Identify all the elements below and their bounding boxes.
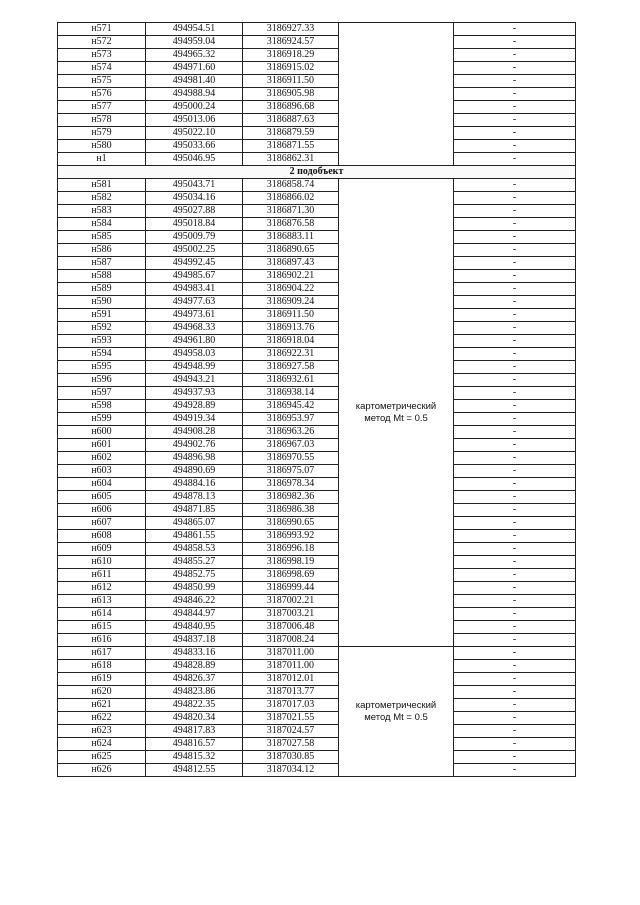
x-coordinate: 494988.94 <box>146 88 243 101</box>
x-coordinate: 495043.71 <box>146 179 243 192</box>
table-row <box>58 400 576 413</box>
table-row <box>58 660 576 673</box>
y-coordinate: 3187011.00 <box>243 660 339 673</box>
y-coordinate: 3186978.34 <box>243 478 339 491</box>
point-id: н600 <box>58 426 146 439</box>
table-row <box>58 595 576 608</box>
table-row <box>58 114 576 127</box>
note-cell: - <box>454 530 576 543</box>
y-coordinate: 3186862.31 <box>243 153 339 166</box>
x-coordinate: 494919.34 <box>146 413 243 426</box>
table-row <box>58 582 576 595</box>
y-coordinate: 3186927.33 <box>243 23 339 36</box>
note-cell: - <box>454 140 576 153</box>
x-coordinate: 494826.37 <box>146 673 243 686</box>
note-cell: - <box>454 725 576 738</box>
note-cell: - <box>454 478 576 491</box>
table-row <box>58 361 576 374</box>
subobject-header-row <box>58 166 576 179</box>
y-coordinate: 3187027.58 <box>243 738 339 751</box>
note-cell: - <box>454 400 576 413</box>
point-id: н625 <box>58 751 146 764</box>
note-cell: - <box>454 595 576 608</box>
note-cell: - <box>454 231 576 244</box>
point-id: н578 <box>58 114 146 127</box>
x-coordinate: 494943.21 <box>146 374 243 387</box>
point-id: н614 <box>58 608 146 621</box>
y-coordinate: 3186887.63 <box>243 114 339 127</box>
y-coordinate: 3187012.01 <box>243 673 339 686</box>
y-coordinate: 3186975.07 <box>243 465 339 478</box>
y-coordinate: 3187006.48 <box>243 621 339 634</box>
x-coordinate: 494861.55 <box>146 530 243 543</box>
x-coordinate: 495002.25 <box>146 244 243 257</box>
x-coordinate: 494928.89 <box>146 400 243 413</box>
point-id: н591 <box>58 309 146 322</box>
y-coordinate: 3187011.00 <box>243 647 339 660</box>
y-coordinate: 3187030.85 <box>243 751 339 764</box>
y-coordinate: 3186866.02 <box>243 192 339 205</box>
table-row <box>58 231 576 244</box>
table-row <box>58 374 576 387</box>
y-coordinate: 3186911.50 <box>243 75 339 88</box>
y-coordinate: 3186924.57 <box>243 36 339 49</box>
y-coordinate: 3187024.57 <box>243 725 339 738</box>
note-cell: - <box>454 296 576 309</box>
y-coordinate: 3186999.44 <box>243 582 339 595</box>
x-coordinate: 494965.32 <box>146 49 243 62</box>
y-coordinate: 3186904.22 <box>243 283 339 296</box>
point-id: н616 <box>58 634 146 647</box>
point-id: н571 <box>58 23 146 36</box>
y-coordinate: 3186918.29 <box>243 49 339 62</box>
note-cell: - <box>454 491 576 504</box>
note-cell: - <box>454 127 576 140</box>
point-id: н587 <box>58 257 146 270</box>
note-cell: - <box>454 101 576 114</box>
table-row <box>58 218 576 231</box>
note-cell: - <box>454 309 576 322</box>
point-id: н615 <box>58 621 146 634</box>
table-row <box>58 517 576 530</box>
note-cell: - <box>454 49 576 62</box>
point-id: н580 <box>58 140 146 153</box>
y-coordinate: 3187017.03 <box>243 699 339 712</box>
point-id: н602 <box>58 452 146 465</box>
point-id: н574 <box>58 62 146 75</box>
table-row <box>58 179 576 192</box>
y-coordinate: 3186913.76 <box>243 322 339 335</box>
table-row <box>58 426 576 439</box>
point-id: н593 <box>58 335 146 348</box>
note-cell: - <box>454 634 576 647</box>
point-id: н583 <box>58 205 146 218</box>
method-cell <box>339 647 454 777</box>
table-row <box>58 153 576 166</box>
note-cell: - <box>454 764 576 777</box>
table-row <box>58 543 576 556</box>
y-coordinate: 3186876.58 <box>243 218 339 231</box>
y-coordinate: 3186879.59 <box>243 127 339 140</box>
table-row <box>58 712 576 725</box>
note-cell: - <box>454 283 576 296</box>
x-coordinate: 494954.51 <box>146 23 243 36</box>
note-cell: - <box>454 673 576 686</box>
note-cell: - <box>454 75 576 88</box>
point-id: н607 <box>58 517 146 530</box>
x-coordinate: 494846.22 <box>146 595 243 608</box>
note-cell: - <box>454 179 576 192</box>
note-cell: - <box>454 270 576 283</box>
coordinates-table-body <box>58 23 576 777</box>
note-cell: - <box>454 88 576 101</box>
point-id: н597 <box>58 387 146 400</box>
method-cell <box>339 23 454 166</box>
point-id: н605 <box>58 491 146 504</box>
table-row <box>58 244 576 257</box>
point-id: н623 <box>58 725 146 738</box>
note-cell: - <box>454 621 576 634</box>
x-coordinate: 494981.40 <box>146 75 243 88</box>
point-id: н604 <box>58 478 146 491</box>
x-coordinate: 494817.83 <box>146 725 243 738</box>
table-row <box>58 465 576 478</box>
table-row <box>58 764 576 777</box>
note-cell: - <box>454 153 576 166</box>
coordinates-table <box>57 22 576 777</box>
table-row <box>58 283 576 296</box>
table-row <box>58 569 576 582</box>
y-coordinate: 3186905.98 <box>243 88 339 101</box>
y-coordinate: 3186938.14 <box>243 387 339 400</box>
method-label: картометрический <box>355 699 437 711</box>
y-coordinate: 3186911.50 <box>243 309 339 322</box>
table-row <box>58 452 576 465</box>
point-id: н595 <box>58 361 146 374</box>
x-coordinate: 494977.63 <box>146 296 243 309</box>
note-cell: - <box>454 413 576 426</box>
y-coordinate: 3186986.38 <box>243 504 339 517</box>
y-coordinate: 3186897.43 <box>243 257 339 270</box>
method-cell <box>339 179 454 647</box>
x-coordinate: 494983.41 <box>146 283 243 296</box>
point-id: н620 <box>58 686 146 699</box>
y-coordinate: 3186927.58 <box>243 361 339 374</box>
point-id: н592 <box>58 322 146 335</box>
table-row <box>58 686 576 699</box>
y-coordinate: 3186922.31 <box>243 348 339 361</box>
method-accuracy: метод Mt = 0.5 <box>364 412 428 424</box>
x-coordinate: 495022.10 <box>146 127 243 140</box>
subobject-title: 2 подобъект <box>58 166 576 179</box>
point-id: н594 <box>58 348 146 361</box>
y-coordinate: 3186871.30 <box>243 205 339 218</box>
y-coordinate: 3186915.02 <box>243 62 339 75</box>
table-row <box>58 478 576 491</box>
note-cell: - <box>454 322 576 335</box>
x-coordinate: 495018.84 <box>146 218 243 231</box>
table-row <box>58 387 576 400</box>
table-row <box>58 439 576 452</box>
point-id: н581 <box>58 179 146 192</box>
note-cell: - <box>454 543 576 556</box>
y-coordinate: 3187034.12 <box>243 764 339 777</box>
table-row <box>58 738 576 751</box>
y-coordinate: 3186967.03 <box>243 439 339 452</box>
x-coordinate: 494823.86 <box>146 686 243 699</box>
point-id: н611 <box>58 569 146 582</box>
table-row <box>58 725 576 738</box>
point-id: н617 <box>58 647 146 660</box>
table-row <box>58 647 576 660</box>
table-row <box>58 257 576 270</box>
point-id: н598 <box>58 400 146 413</box>
y-coordinate: 3186993.92 <box>243 530 339 543</box>
table-row <box>58 556 576 569</box>
x-coordinate: 494840.95 <box>146 621 243 634</box>
y-coordinate: 3187021.55 <box>243 712 339 725</box>
y-coordinate: 3186945.42 <box>243 400 339 413</box>
y-coordinate: 3186896.68 <box>243 101 339 114</box>
note-cell: - <box>454 114 576 127</box>
point-id: н584 <box>58 218 146 231</box>
point-id: н618 <box>58 660 146 673</box>
point-id: н576 <box>58 88 146 101</box>
y-coordinate: 3186970.55 <box>243 452 339 465</box>
x-coordinate: 494844.97 <box>146 608 243 621</box>
table-row <box>58 62 576 75</box>
method-accuracy: метод Mt = 0.5 <box>364 711 428 723</box>
x-coordinate: 494948.99 <box>146 361 243 374</box>
point-id: н621 <box>58 699 146 712</box>
y-coordinate: 3186953.97 <box>243 413 339 426</box>
x-coordinate: 494961.80 <box>146 335 243 348</box>
note-cell: - <box>454 361 576 374</box>
point-id: н599 <box>58 413 146 426</box>
point-id: н622 <box>58 712 146 725</box>
point-id: н608 <box>58 530 146 543</box>
note-cell: - <box>454 660 576 673</box>
note-cell: - <box>454 465 576 478</box>
y-coordinate: 3186871.55 <box>243 140 339 153</box>
y-coordinate: 3187013.77 <box>243 686 339 699</box>
x-coordinate: 495033.66 <box>146 140 243 153</box>
point-id: н610 <box>58 556 146 569</box>
note-cell: - <box>454 504 576 517</box>
x-coordinate: 495000.24 <box>146 101 243 114</box>
y-coordinate: 3186990.65 <box>243 517 339 530</box>
point-id: н609 <box>58 543 146 556</box>
x-coordinate: 494902.76 <box>146 439 243 452</box>
point-id: н573 <box>58 49 146 62</box>
note-cell: - <box>454 426 576 439</box>
note-cell: - <box>454 62 576 75</box>
x-coordinate: 494822.35 <box>146 699 243 712</box>
y-coordinate: 3187003.21 <box>243 608 339 621</box>
note-cell: - <box>454 686 576 699</box>
point-id: н596 <box>58 374 146 387</box>
table-row <box>58 140 576 153</box>
y-coordinate: 3186982.36 <box>243 491 339 504</box>
point-id: н575 <box>58 75 146 88</box>
x-coordinate: 494865.07 <box>146 517 243 530</box>
note-cell: - <box>454 218 576 231</box>
table-row <box>58 608 576 621</box>
x-coordinate: 494871.85 <box>146 504 243 517</box>
table-row <box>58 75 576 88</box>
x-coordinate: 495046.95 <box>146 153 243 166</box>
table-row <box>58 348 576 361</box>
table-row <box>58 23 576 36</box>
y-coordinate: 3186998.69 <box>243 569 339 582</box>
point-id: н1 <box>58 153 146 166</box>
x-coordinate: 494828.89 <box>146 660 243 673</box>
table-row <box>58 751 576 764</box>
y-coordinate: 3186932.61 <box>243 374 339 387</box>
x-coordinate: 494985.67 <box>146 270 243 283</box>
note-cell: - <box>454 517 576 530</box>
y-coordinate: 3186883.11 <box>243 231 339 244</box>
point-id: н589 <box>58 283 146 296</box>
point-id: н626 <box>58 764 146 777</box>
note-cell: - <box>454 699 576 712</box>
table-row <box>58 49 576 62</box>
point-id: н579 <box>58 127 146 140</box>
table-row <box>58 322 576 335</box>
x-coordinate: 494968.33 <box>146 322 243 335</box>
note-cell: - <box>454 556 576 569</box>
point-id: н577 <box>58 101 146 114</box>
note-cell: - <box>454 348 576 361</box>
x-coordinate: 495009.79 <box>146 231 243 244</box>
note-cell: - <box>454 244 576 257</box>
x-coordinate: 494959.04 <box>146 36 243 49</box>
x-coordinate: 494973.61 <box>146 309 243 322</box>
point-id: н603 <box>58 465 146 478</box>
x-coordinate: 494815.32 <box>146 751 243 764</box>
y-coordinate: 3186918.04 <box>243 335 339 348</box>
x-coordinate: 495027.88 <box>146 205 243 218</box>
table-row <box>58 309 576 322</box>
y-coordinate: 3186890.65 <box>243 244 339 257</box>
x-coordinate: 494816.57 <box>146 738 243 751</box>
x-coordinate: 495013.06 <box>146 114 243 127</box>
note-cell: - <box>454 452 576 465</box>
point-id: н572 <box>58 36 146 49</box>
note-cell: - <box>454 582 576 595</box>
x-coordinate: 494878.13 <box>146 491 243 504</box>
table-row <box>58 270 576 283</box>
y-coordinate: 3186902.21 <box>243 270 339 283</box>
note-cell: - <box>454 335 576 348</box>
x-coordinate: 494896.98 <box>146 452 243 465</box>
note-cell: - <box>454 608 576 621</box>
note-cell: - <box>454 387 576 400</box>
x-coordinate: 494958.03 <box>146 348 243 361</box>
table-row <box>58 127 576 140</box>
y-coordinate: 3186963.26 <box>243 426 339 439</box>
table-row <box>58 192 576 205</box>
point-id: н590 <box>58 296 146 309</box>
x-coordinate: 494820.34 <box>146 712 243 725</box>
note-cell: - <box>454 36 576 49</box>
note-cell: - <box>454 374 576 387</box>
point-id: н613 <box>58 595 146 608</box>
note-cell: - <box>454 751 576 764</box>
x-coordinate: 494937.93 <box>146 387 243 400</box>
x-coordinate: 494858.53 <box>146 543 243 556</box>
table-row <box>58 296 576 309</box>
table-row <box>58 530 576 543</box>
y-coordinate: 3187008.24 <box>243 634 339 647</box>
table-row <box>58 413 576 426</box>
table-row <box>58 36 576 49</box>
note-cell: - <box>454 257 576 270</box>
x-coordinate: 494992.45 <box>146 257 243 270</box>
x-coordinate: 494908.28 <box>146 426 243 439</box>
note-cell: - <box>454 23 576 36</box>
x-coordinate: 494971.60 <box>146 62 243 75</box>
point-id: н619 <box>58 673 146 686</box>
table-row <box>58 504 576 517</box>
x-coordinate: 494850.99 <box>146 582 243 595</box>
table-row <box>58 673 576 686</box>
x-coordinate: 494833.16 <box>146 647 243 660</box>
x-coordinate: 494812.55 <box>146 764 243 777</box>
table-row <box>58 621 576 634</box>
point-id: н582 <box>58 192 146 205</box>
table-row <box>58 101 576 114</box>
table-row <box>58 634 576 647</box>
point-id: н586 <box>58 244 146 257</box>
table-row <box>58 88 576 101</box>
note-cell: - <box>454 647 576 660</box>
note-cell: - <box>454 738 576 751</box>
y-coordinate: 3186996.18 <box>243 543 339 556</box>
note-cell: - <box>454 192 576 205</box>
point-id: н588 <box>58 270 146 283</box>
y-coordinate: 3186858.74 <box>243 179 339 192</box>
point-id: н585 <box>58 231 146 244</box>
table-row <box>58 699 576 712</box>
point-id: н606 <box>58 504 146 517</box>
y-coordinate: 3186998.19 <box>243 556 339 569</box>
y-coordinate: 3186909.24 <box>243 296 339 309</box>
method-label: картометрический <box>355 400 437 412</box>
note-cell: - <box>454 712 576 725</box>
point-id: н601 <box>58 439 146 452</box>
note-cell: - <box>454 569 576 582</box>
table-row <box>58 205 576 218</box>
x-coordinate: 494890.69 <box>146 465 243 478</box>
x-coordinate: 494837.18 <box>146 634 243 647</box>
table-row <box>58 335 576 348</box>
note-cell: - <box>454 205 576 218</box>
point-id: н624 <box>58 738 146 751</box>
table-row <box>58 491 576 504</box>
x-coordinate: 494852.75 <box>146 569 243 582</box>
x-coordinate: 495034.16 <box>146 192 243 205</box>
y-coordinate: 3187002.21 <box>243 595 339 608</box>
point-id: н612 <box>58 582 146 595</box>
x-coordinate: 494884.16 <box>146 478 243 491</box>
x-coordinate: 494855.27 <box>146 556 243 569</box>
note-cell: - <box>454 439 576 452</box>
